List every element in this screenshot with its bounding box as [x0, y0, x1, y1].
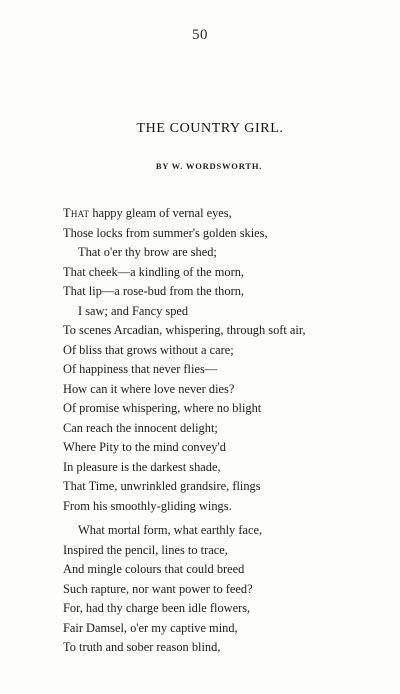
poem-line: Can reach the innocent delight;	[63, 420, 218, 435]
poem-line: In pleasure is the darkest shade,	[63, 459, 221, 474]
poem-line: What mortal form, what earthly face,	[78, 523, 263, 537]
poem-line: That o'er thy brow are shed;	[78, 245, 217, 259]
poem-line: Of bliss that grows without a care;	[63, 342, 234, 357]
poem-line: I saw; and Fancy sped	[78, 303, 189, 318]
poem-line-text: happy gleam of vernal eyes,	[89, 206, 232, 220]
poem-author: BY W. WORDSWORTH.	[155, 161, 263, 171]
poem-line: Where Pity to the mind convey'd	[63, 440, 226, 454]
poem-line: How can it where love never dies?	[63, 381, 235, 396]
poem-line: That Time, unwrinkled grandsire, flings	[63, 479, 261, 493]
poem-line: To scenes Arcadian, whispering, through soft air,	[63, 323, 306, 337]
first-word-smallcaps: That	[63, 206, 90, 220]
poem-line: To truth and sober reason blind,	[63, 640, 221, 654]
poem-line: For, had thy charge been idle flowers,	[63, 601, 251, 615]
poem-line	[63, 204, 232, 223]
poem-line: From his smoothly-gliding wings.	[63, 498, 232, 513]
poem-line: And mingle colours that could breed	[63, 562, 245, 576]
poem-line: Fair Damsel, o'er my captive mind,	[63, 620, 238, 635]
poem-line: Of promise whispering, where no blight	[63, 401, 262, 415]
poem-title: THE COUNTRY GIRL.	[136, 121, 284, 136]
poem-line: That cheek—a kindling of the morn,	[63, 264, 244, 279]
poem-line: Such rapture, nor want power to feed?	[63, 581, 253, 596]
poem-line: That lip—a rose-bud from the thorn,	[63, 284, 244, 298]
poem-line: Inspired the pencil, lines to trace,	[63, 542, 228, 557]
poem-line: Of happiness that never flies—	[63, 362, 218, 376]
poem-line: Those locks from summer's golden skies,	[63, 225, 268, 240]
page-number: 50	[192, 27, 208, 43]
